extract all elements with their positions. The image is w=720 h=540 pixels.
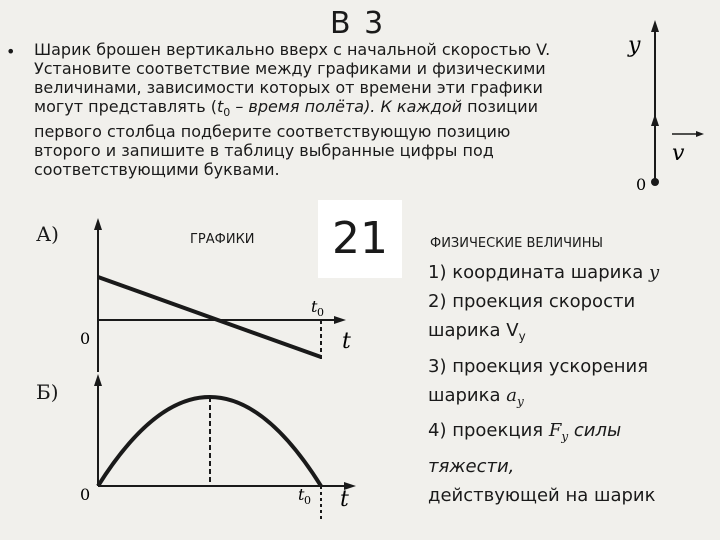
task-line-1: Шарик брошен вертикально вверх с начальной скоростью V. <box>34 40 551 59</box>
task-line-4-sub: 0 <box>223 106 231 120</box>
graph-b-t0-sub: 0 <box>304 494 311 507</box>
axis-origin-label: 0 <box>636 175 647 194</box>
task-line-5: первого столбца подберите соответствующую позицию <box>34 122 511 142</box>
graph-a-y-arrow <box>94 218 102 230</box>
physical-item-4-sub: y <box>561 429 569 444</box>
physical-item-4-cont <box>428 452 708 481</box>
answer-number-box: 21 <box>318 200 402 278</box>
graph-a-origin: 0 <box>80 329 91 348</box>
physical-item-3-text: шарика <box>428 384 507 406</box>
velocity-arrowhead <box>651 114 659 126</box>
physical-item-2-sub: y <box>518 329 526 344</box>
task-line-4-end: позиции <box>462 97 538 116</box>
slide-title: В 3 <box>330 6 386 41</box>
v-vector-bar-arrow <box>696 131 704 137</box>
graph-b <box>80 374 356 520</box>
graph-a-t0-label: t <box>311 297 318 316</box>
physical-item-1-text: 1) координата шарика <box>428 262 649 283</box>
graph-a-t-label: t <box>342 329 351 354</box>
graph-b-t-label: t <box>340 487 349 512</box>
physical-item-3-cont <box>428 381 708 417</box>
task-line-4-italic: – время полёта). К каждой <box>230 97 463 116</box>
physical-item-3-sub: y <box>516 394 524 409</box>
y-axis-label: y <box>628 33 641 58</box>
physical-item-3-a: a <box>506 384 517 406</box>
graph-a-t0-sub: 0 <box>317 306 324 319</box>
ball-dot <box>651 178 659 186</box>
v-vector-label: v <box>672 141 685 166</box>
graph-b-label: Б) <box>36 380 59 404</box>
task-line-6: второго и запишите в таблицу выбранные цифры под <box>34 141 494 161</box>
task-line-4-start: могут представлять ( <box>34 97 217 116</box>
graph-a-t-arrow <box>334 316 346 324</box>
graph-b-origin: 0 <box>80 485 91 504</box>
task-line-3: величинами, зависимости которых от времени эти графики <box>34 78 543 97</box>
physical-heading: ФИЗИЧЕСКИЕ ВЕЛИЧИНЫ <box>430 236 603 251</box>
graph-b-y-arrow <box>94 374 102 386</box>
graph-a-label: А) <box>36 222 59 246</box>
physical-item-2: 2) проекция скорости <box>428 291 636 312</box>
axis-figure <box>627 20 704 194</box>
physical-item-4-gravity: тяжести, <box>428 455 515 477</box>
physical-item-3: 3) проекция ускорения <box>428 355 649 377</box>
graph-b-t0-label: t <box>298 485 305 504</box>
physical-item-2-cont <box>428 316 708 352</box>
bullet-marker: • <box>6 42 16 61</box>
physical-item-4-f: F <box>548 420 562 442</box>
task-line-2: Установите соответствие между графиками и физическими <box>34 59 546 78</box>
y-axis-arrow <box>651 20 659 32</box>
graph-a-line <box>98 277 321 357</box>
physical-item-4-text: 4) проекция <box>428 420 549 442</box>
physical-item-2-text: шарика V <box>428 320 519 341</box>
physical-item-4 <box>428 416 708 452</box>
task-line-4-t: t <box>216 97 224 116</box>
physical-item-4-force: силы <box>568 420 622 442</box>
physical-item-1 <box>428 258 708 287</box>
physical-item-4-end: действующей на шарик <box>428 484 656 506</box>
graphs-heading: ГРАФИКИ <box>190 232 255 247</box>
physical-list <box>428 258 708 510</box>
task-line-7: соответствующими буквами. <box>34 160 280 180</box>
physical-item-1-y: y <box>648 262 660 283</box>
